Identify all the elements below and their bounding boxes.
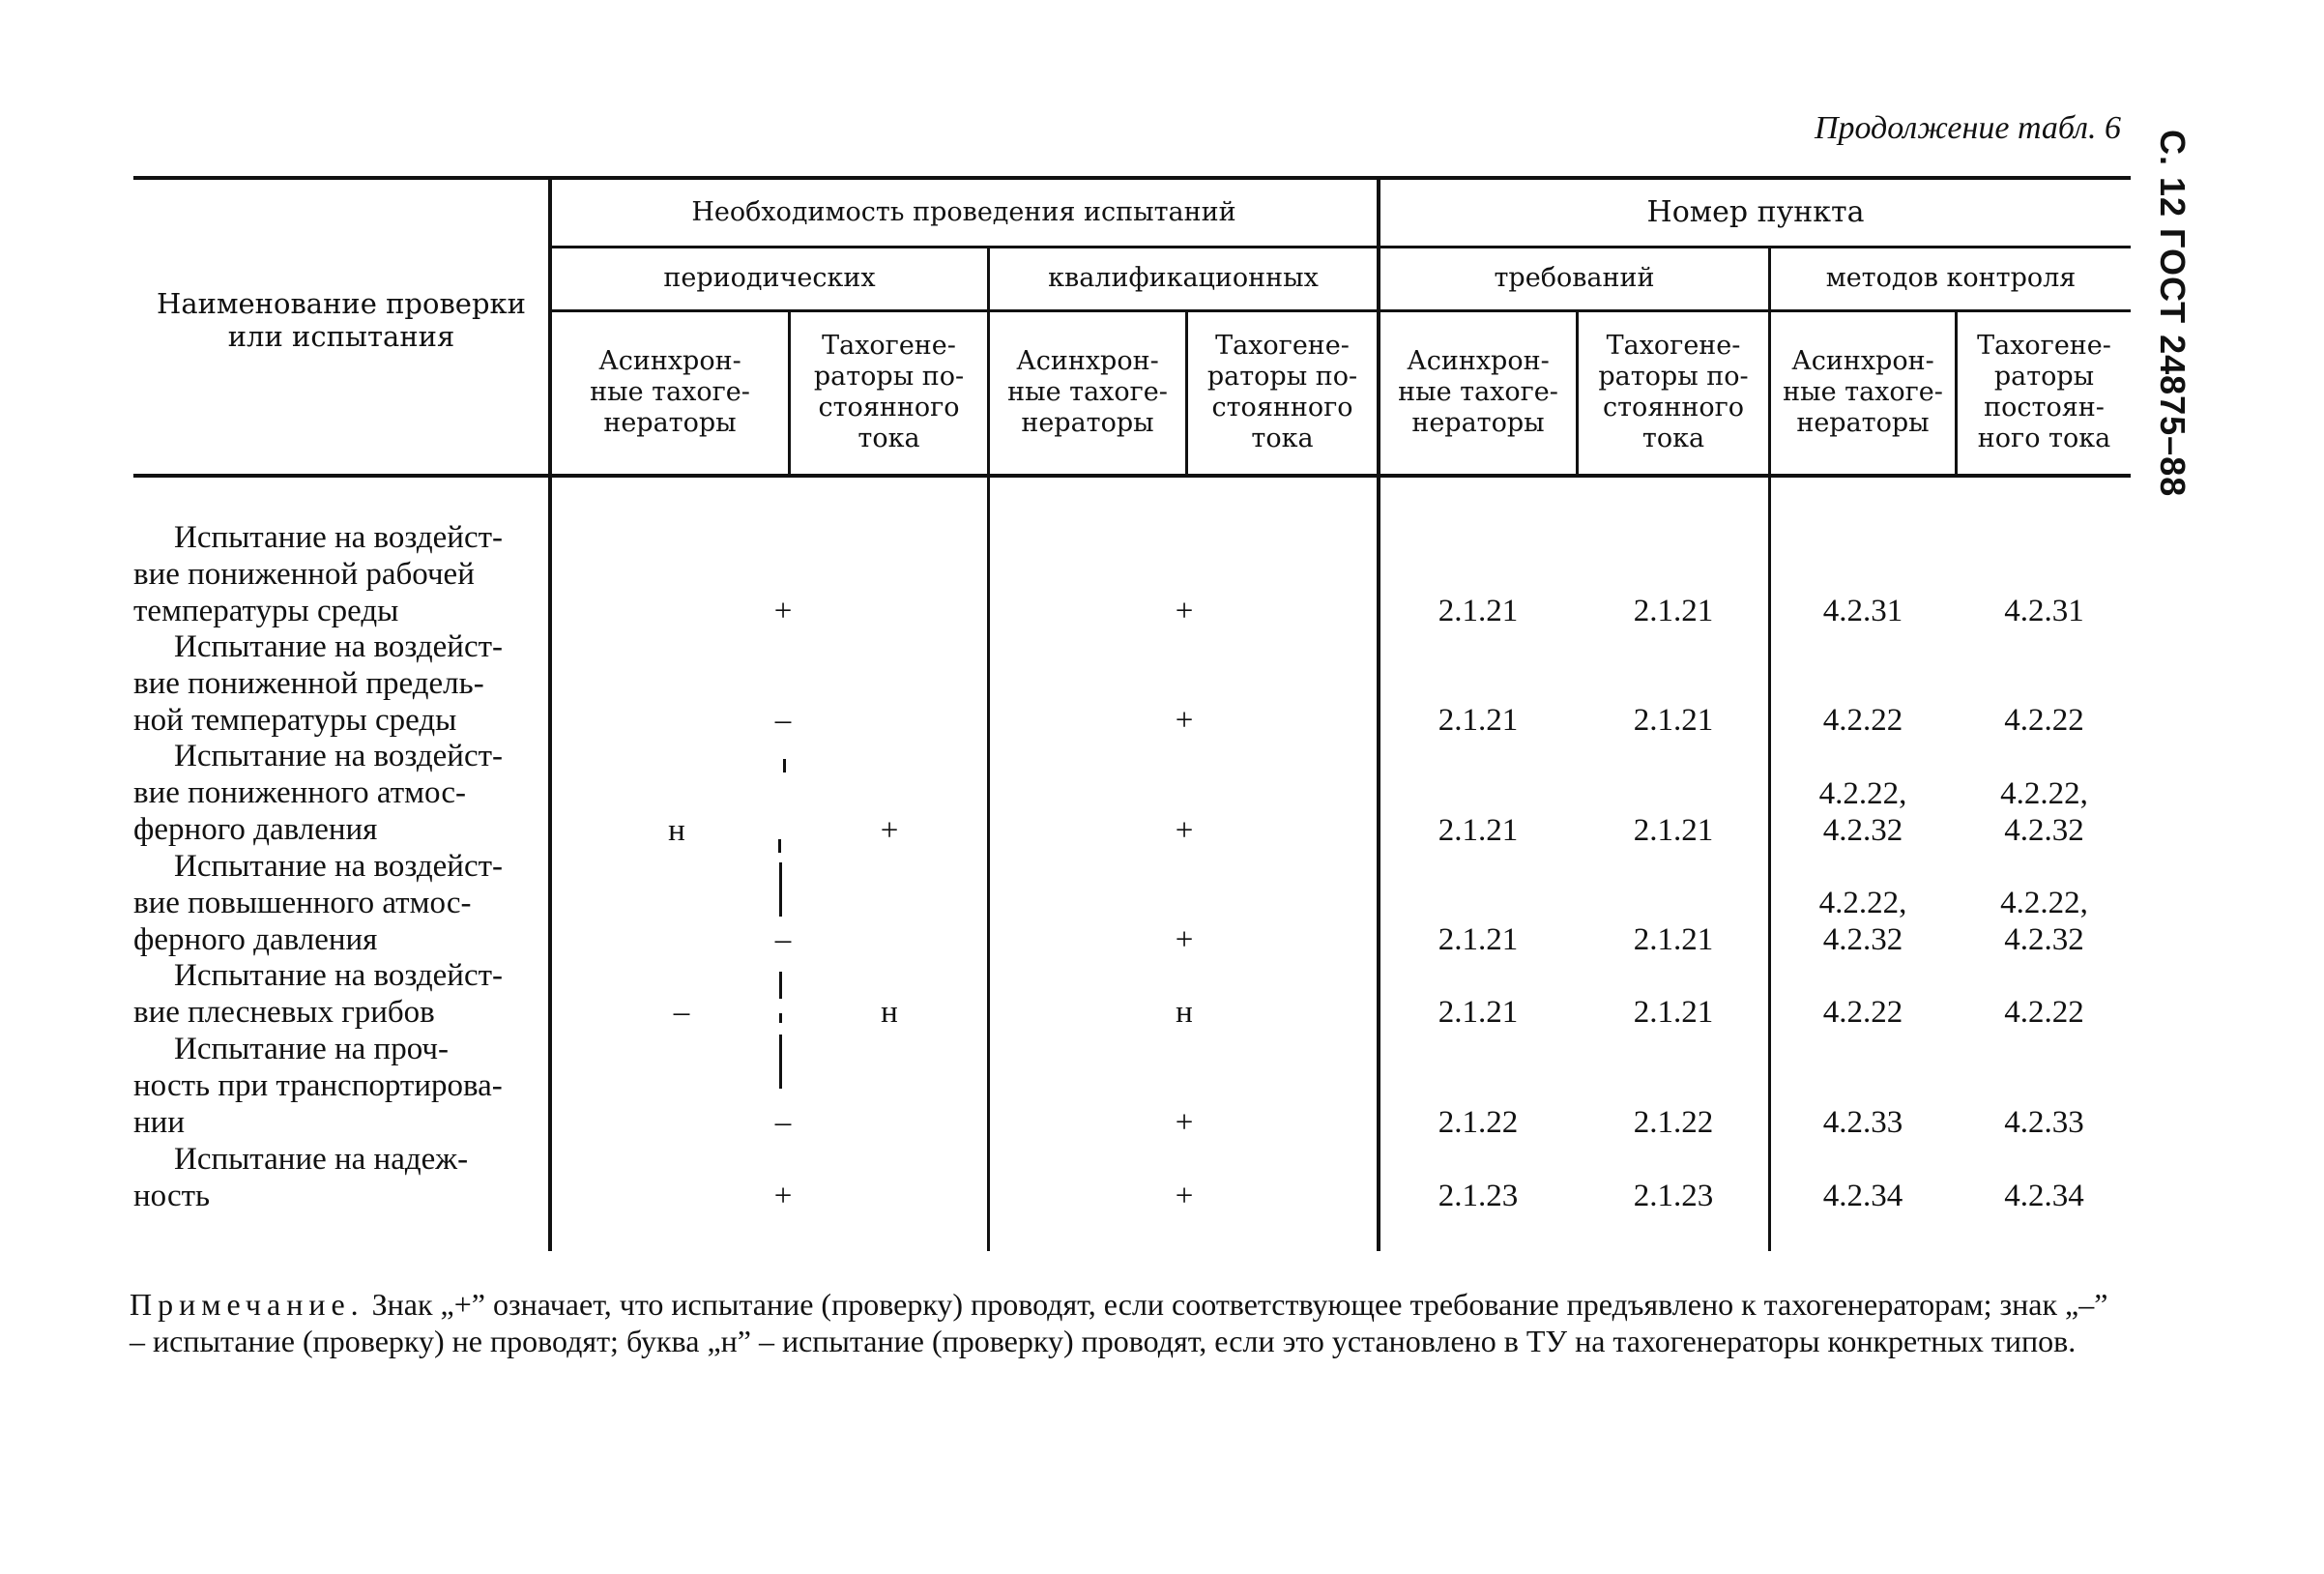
header-sub-qualification: квалификационных [1048,263,1319,293]
table-row-name: Испытание на воздейст- вие плесневых грибов [133,958,504,1030]
cell-meth-dc: 4.2.22 [2004,995,2084,1030]
table-row-name: Испытание на проч- ность при транспортирова- нии [133,1032,503,1140]
cell-qualification: + [1175,703,1194,738]
divider-fragment [783,759,786,772]
cell-meth-async: 4.2.22, 4.2.32 [1818,776,1907,848]
cell-req-async: 2.1.21 [1438,594,1519,628]
header-col-periodic-async: Асинхрон- ные тахоге- нераторы [590,346,750,438]
cell-req-async: 2.1.21 [1438,703,1519,738]
cell-meth-async: 4.2.22, 4.2.32 [1818,886,1907,957]
table-top-border [133,176,2131,180]
note-label: Примечание. [130,1287,364,1322]
table-row-name: Испытание на воздейст- вие пониженной предель- ной температуры среды [133,629,504,738]
cell-req-dc: 2.1.22 [1633,1105,1714,1140]
divider-fragment [778,839,781,853]
cell-periodic-async: н [668,813,685,848]
cell-req-async: 2.1.21 [1438,995,1519,1030]
table-row-name: Испытание на воздейст- вие пониженного атмос- ферного давления [133,739,504,847]
side-header-text: С. 12 ГОСТ 24875–88 [2153,130,2193,498]
header-group-tests: Необходимость проведения испытаний [691,197,1236,227]
cell-meth-dc: 4.2.22, 4.2.32 [2000,776,2088,848]
header-name-column: Наименование проверки или испытания [157,287,526,353]
cell-periodic: – [774,703,792,738]
cell-qualification: + [1175,1105,1194,1140]
header-col-qual-async: Асинхрон- ные тахоге- нераторы [1007,346,1168,438]
cell-meth-async: 4.2.31 [1822,594,1903,628]
cell-periodic: – [774,1105,792,1140]
header-rule-2 [549,309,2131,312]
divider-fragment [779,1035,782,1089]
cell-qualification: + [1175,813,1194,848]
table-row-name: Испытание на воздейст- вие повышенного атмос- ферного давления [133,849,504,957]
header-col-meth-async: Асинхрон- ные тахоге- нераторы [1783,346,1943,438]
header-rule-1 [549,246,2131,248]
header-sub-periodic: периодических [663,263,876,293]
cell-qualification: + [1175,922,1194,957]
cell-qualification: + [1175,1179,1194,1213]
cell-req-dc: 2.1.23 [1633,1179,1714,1213]
cell-req-dc: 2.1.21 [1633,995,1714,1030]
header-group-items: Номер пункта [1646,195,1865,229]
cell-req-async: 2.1.21 [1438,813,1519,848]
header-col-req-async: Асинхрон- ные тахоге- нераторы [1398,346,1558,438]
side-page-header [2144,130,2231,536]
table-note [130,1286,2131,1359]
cell-meth-dc: 4.2.33 [2004,1105,2084,1140]
cell-req-dc: 2.1.21 [1633,922,1714,957]
cell-meth-async: 4.2.22 [1822,703,1903,738]
cell-periodic-dc: н [881,995,898,1030]
cell-periodic-dc: + [880,813,899,848]
note-text: Знак „+” означает, что испытание (проверку) проводят, если соответствующее требование предъявлено к тахогенераторам; знак „–” – испытание (проверку) не проводят; буква „н” – испытание (проверку) проводят, если это установлено в ТУ на тахогенераторы конкретных типов. [130,1287,2108,1358]
cell-meth-async: 4.2.22 [1822,995,1903,1030]
header-col-periodic-dc: Тахогене- раторы по- стоянного тока [813,331,965,453]
header-col-qual-dc: Тахогене- раторы по- стоянного тока [1206,331,1358,453]
cell-req-dc: 2.1.21 [1633,703,1714,738]
cell-meth-dc: 4.2.31 [2004,594,2084,628]
cell-meth-dc: 4.2.22, 4.2.32 [2000,886,2088,957]
cell-req-async: 2.1.21 [1438,922,1519,957]
continuation-label: Продолжение табл. 6 [1814,110,2121,146]
cell-meth-async: 4.2.33 [1822,1105,1903,1140]
cell-periodic: + [773,1179,793,1213]
header-sub-requirements: требований [1494,263,1655,293]
header-col-meth-dc: Тахогене- раторы постоян- ного тока [1977,331,2111,453]
table-row-name: Испытание на воздейст- вие пониженной рабочей температуры среды [133,520,504,628]
cell-req-dc: 2.1.21 [1633,813,1714,848]
table-row-name: Испытание на надеж- ность [133,1142,469,1213]
cell-meth-async: 4.2.34 [1822,1179,1903,1213]
divider-fragment [779,1013,782,1023]
cell-meth-dc: 4.2.34 [2004,1179,2084,1213]
cell-req-dc: 2.1.21 [1633,594,1714,628]
cell-qualification: + [1175,594,1194,628]
cell-periodic-async: – [673,995,690,1030]
cell-periodic: + [773,594,793,628]
cell-req-async: 2.1.23 [1438,1179,1519,1213]
cell-qualification: н [1176,995,1193,1030]
divider-fragment [779,972,782,999]
cell-periodic: – [774,922,792,957]
cell-meth-dc: 4.2.22 [2004,703,2084,738]
cell-req-async: 2.1.22 [1438,1105,1519,1140]
header-col-req-dc: Тахогене- раторы по- стоянного тока [1598,331,1749,453]
divider-fragment [779,862,782,917]
header-sub-methods: методов контроля [1825,263,2077,293]
header-bottom-border [133,474,2131,478]
